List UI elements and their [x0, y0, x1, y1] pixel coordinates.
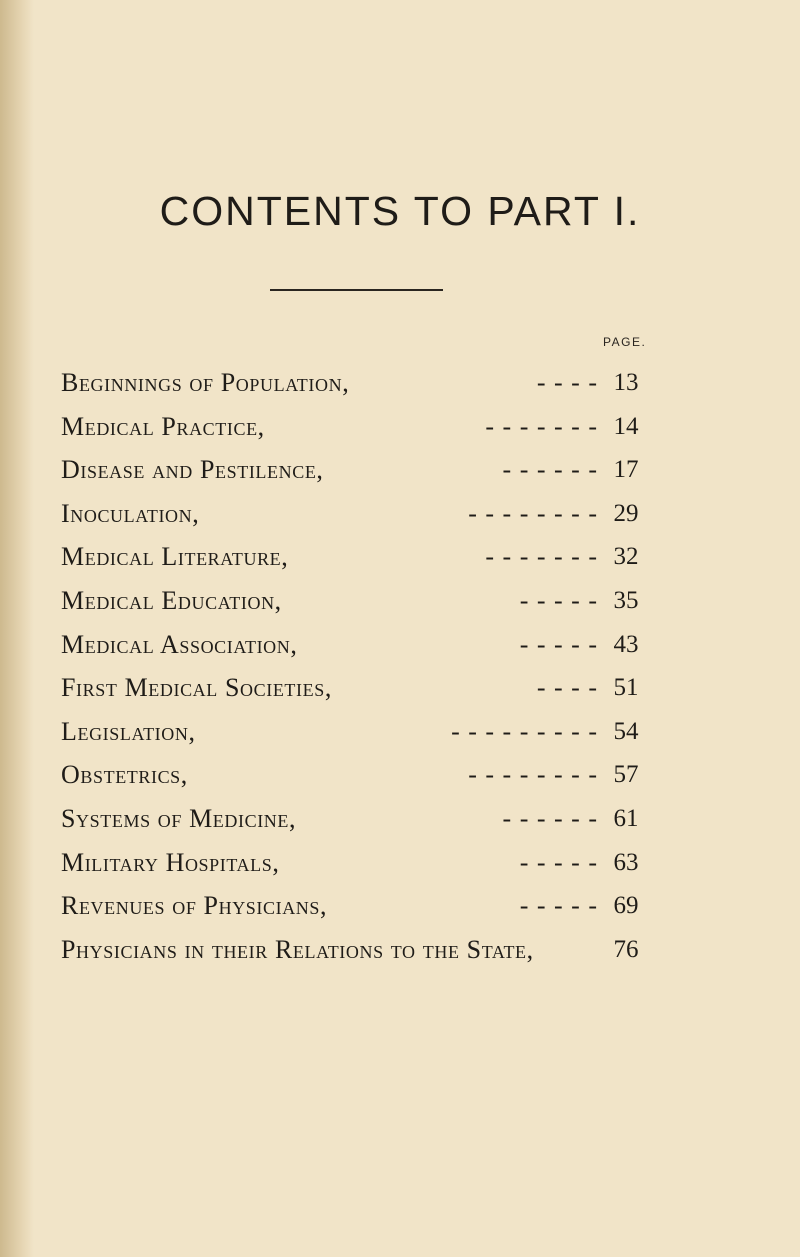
toc-entry — [61, 585, 646, 629]
toc-entry-title: Revenues of Physicians, — [61, 891, 328, 921]
toc-entry-page: 63 — [613, 848, 639, 876]
toc-entry-leader: - - - - - - — [502, 455, 598, 485]
toc-entry-page: 61 — [613, 804, 639, 832]
toc-entry-title: Medical Association, — [61, 629, 298, 659]
toc-entry-title: Systems of Medicine, — [61, 803, 297, 833]
toc-entry-leader: - - - - - - — [502, 803, 598, 833]
toc-entry-page: 35 — [613, 586, 639, 614]
toc-entry-page: 69 — [613, 892, 639, 920]
toc-entry-leader: - - - - - — [519, 891, 598, 921]
toc-entry-page: 57 — [613, 761, 639, 789]
toc-entry-leader: - - - - - - - — [485, 411, 598, 441]
toc-entry-page: 32 — [613, 543, 639, 571]
toc-entry-leader: - - - - - — [519, 585, 598, 615]
toc-entry — [61, 454, 646, 498]
toc-entry-leader: - - - - - - - - — [468, 760, 598, 790]
toc-entry-title: Inoculation, — [61, 498, 200, 528]
toc-entry-title: Obstetrics, — [61, 760, 188, 790]
toc-entry-page: 13 — [613, 369, 639, 396]
toc-entry-title: Disease and Pestilence, — [61, 455, 324, 485]
toc-entry-title: Beginnings of Population, — [61, 368, 350, 397]
toc-entry-title: Physicians in their Relations to the State, — [61, 934, 534, 964]
toc-entry — [61, 716, 646, 760]
toc-entry — [61, 498, 646, 542]
toc-entry — [61, 934, 646, 978]
page-column-heading: PAGE. — [603, 335, 647, 349]
toc-entry-leader: - - - - — [536, 368, 598, 397]
toc-entry-title: First Medical Societies, — [61, 673, 332, 703]
page-title: CONTENTS TO PART I. — [159, 188, 641, 234]
toc-entry-page: 76 — [613, 935, 639, 963]
toc-entry-leader: - - - - - — [519, 847, 598, 877]
toc-entry — [61, 847, 646, 891]
toc-entry-page: 51 — [613, 674, 639, 702]
toc-entry-page: 17 — [613, 456, 639, 484]
table-of-contents — [61, 367, 646, 977]
toc-entry — [61, 890, 646, 934]
toc-entry — [61, 541, 646, 585]
toc-entry-leader: - - - - - - - - - — [451, 716, 598, 746]
toc-entry-leader: - - - - - — [519, 629, 598, 659]
toc-entry — [61, 759, 646, 803]
toc-entry — [61, 367, 646, 411]
toc-entry-page: 14 — [613, 412, 639, 440]
toc-entry-page: 54 — [613, 717, 639, 745]
toc-entry-title: Legislation, — [61, 716, 196, 746]
toc-entry-leader: - - - - - - - - — [468, 498, 598, 528]
toc-entry-title: Medical Practice, — [61, 411, 265, 441]
toc-entry-leader: - - - - - - - — [485, 542, 598, 572]
toc-entry-title: Medical Education, — [61, 585, 282, 615]
toc-entry — [61, 411, 646, 455]
toc-entry-leader: - - - - — [536, 673, 598, 703]
toc-entry — [61, 672, 646, 716]
toc-entry — [61, 803, 646, 847]
title-rule-divider — [270, 289, 443, 291]
toc-entry-page: 43 — [613, 630, 639, 658]
toc-entry — [61, 629, 646, 673]
toc-entry-title: Military Hospitals, — [61, 847, 280, 877]
toc-entry-page: 29 — [613, 499, 639, 527]
toc-entry-title: Medical Literature, — [61, 542, 289, 572]
